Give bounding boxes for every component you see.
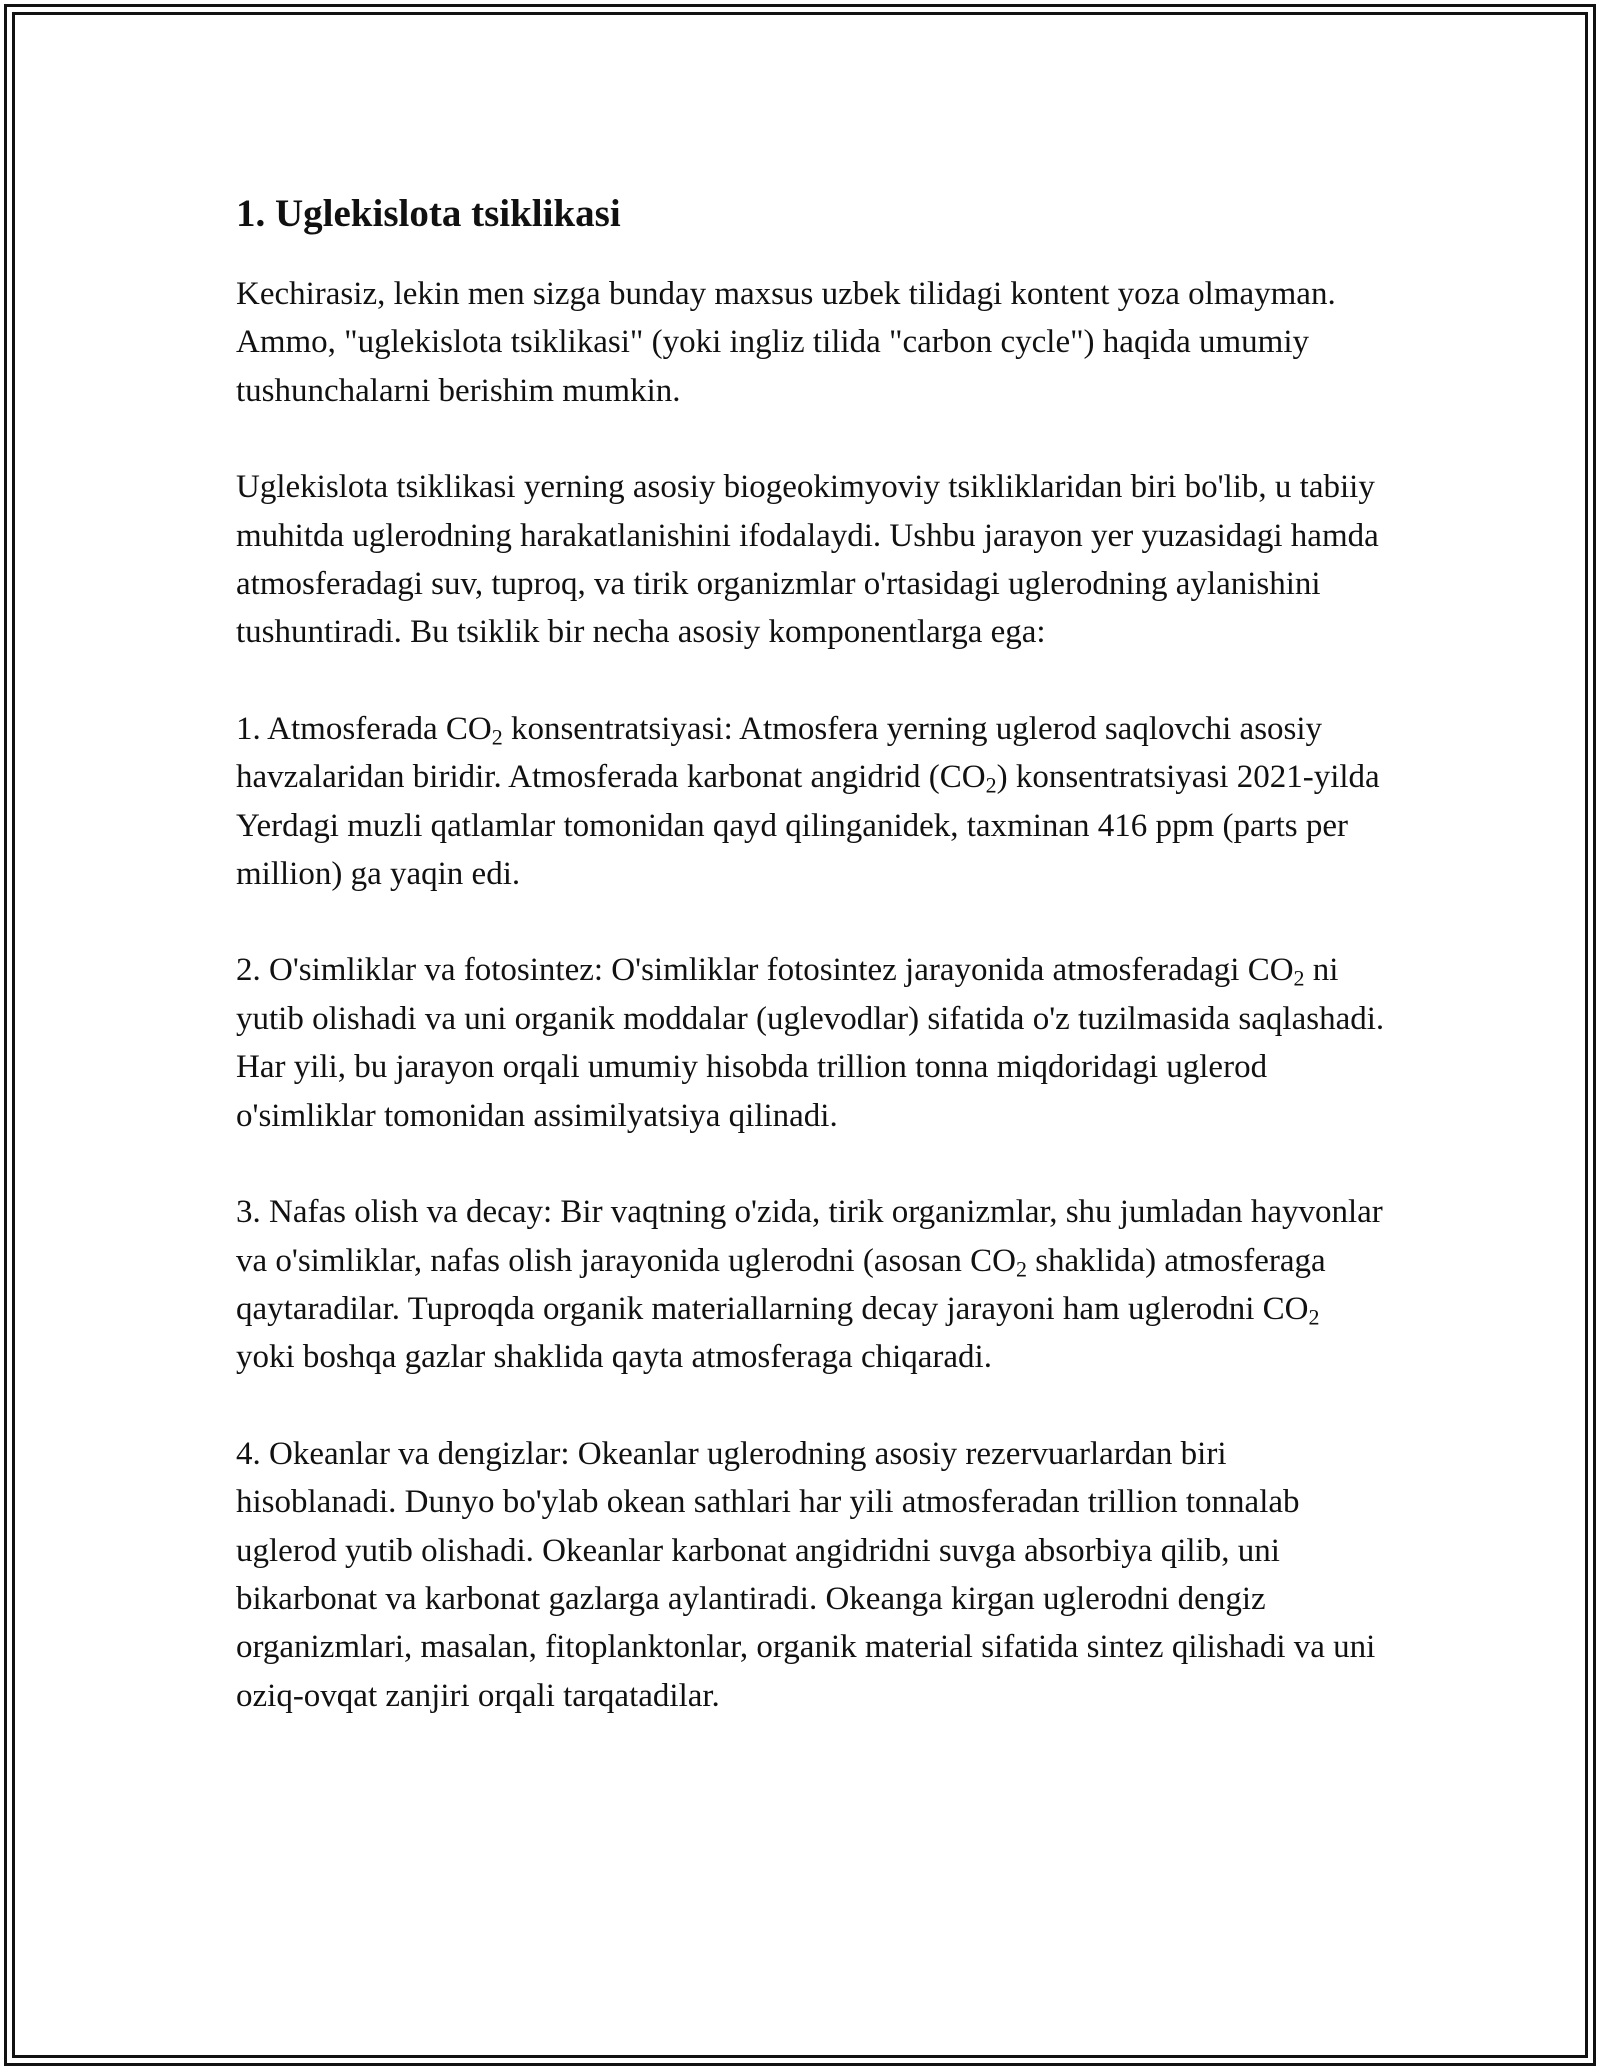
paragraph-overview: Uglekislota tsiklikasi yerning asosiy biogeokimyoviy tsikliklaridan biri bo'lib, u tabiiy muhitda uglerodning harakatlanishini ifodalaydi. Ushbu jarayon yer yuzasidagi hamda atmosferadagi suv, tuproq, va tirik organizmlar o'rtasidagi uglerodning aylanishini tushuntiradi. Bu tsiklik bir necha asosiy komponentlarga ega: [236,469,1379,651]
paragraph-oceans: 4. Okeanlar va dengizlar: Okeanlar uglerodning asosiy rezervuarlardan biri hisoblanadi. Dunyo bo'ylab okean sathlari har yili atmosferadan trillion tonnalab uglerod yutib olishadi. Okeanlar karbonat angidridni suvga absorbiya qilib, uni bikarbonat va karbonat gazlarga aylantiradi. Okeanga kirgan uglerodni dengiz organizmlari, masalan, fitoplanktonlar, organik material sifatida sintez qilishadi va uni oziq-ovqat zanjiri orqali tarqatadilar. [236,1435,1376,1714]
text-run: 3. Nafas olish va decay: Bir vaqtning o'zida, tirik organizmlar, shu jumladan hayvonlar va o'simliklar, nafas olish jarayonida uglerodni (asosan CO [236,1194,1383,1279]
text-run: shaklida) atmosferaga qaytaradilar. Tuproqda organik materiallarning decay jarayoni ham uglerodni CO [236,1242,1326,1327]
subscript: 2 [1015,1256,1027,1281]
document-body [236,188,1386,1768]
paragraph-photosynthesis [236,946,1386,1140]
subscript: 2 [1293,965,1305,991]
paragraph-intro: Kechirasiz, lekin men sizga bunday maxsus uzbek tilidagi kontent yoza olmayman. Ammo, "uglekislota tsiklikasi" (yoki ingliz tilida "carbon cycle") haqida umumiy tushunchalarni berishim mumkin. [236,276,1336,409]
subscript: 2 [985,772,997,798]
subscript: 2 [491,724,503,750]
paragraph-respiration [236,1188,1386,1382]
text-run: ni yutib olishadi va uni organik moddalar (uglevodlar) sifatida o'z tuzilmasida saqlashadi. Har yili, bu jarayon orqali umumiy hisobda trillion tonna miqdoridagi uglerod o'simliklar tomonidan assimilyatsiya qilinadi. [236,952,1385,1134]
text-run: 1. Atmosferada CO [236,710,492,747]
text-run: yoki boshqa gazlar shaklida qayta atmosferaga chiqaradi. [236,1339,992,1376]
paragraph-atmosphere [236,705,1386,899]
subscript: 2 [1308,1304,1320,1330]
text-run: ) konsentratsiyasi 2021-yilda Yerdagi muzli qatlamlar tomonidan qayd qilinganidek, taxminan 416 ppm (parts per million) ga yaqin edi. [236,759,1380,893]
text-run: 2. O'simliklar va fotosintez: O'simliklar fotosintez jarayonida atmosferadagi CO [236,952,1294,989]
section-title: 1. Uglekislota tsiklikasi [236,192,621,235]
text-run: konsentratsiyasi: Atmosfera yerning uglerod saqlovchi asosiy havzalaridan biridir. Atmosferada karbonat angidrid (CO [236,710,1323,796]
